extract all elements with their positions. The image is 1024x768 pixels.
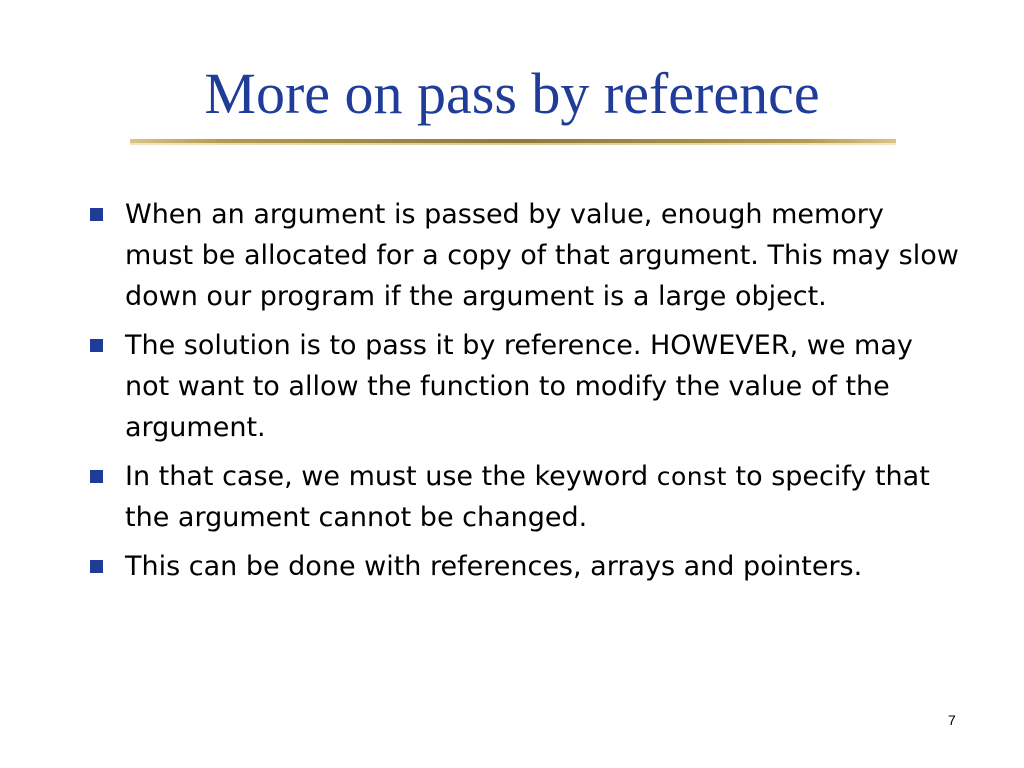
bullet-list [90, 194, 960, 595]
bullet-item [90, 546, 960, 587]
square-bullet-icon [90, 339, 103, 352]
square-bullet-icon [90, 470, 103, 483]
bullet-text: When an argument is passed by value, enough memory must be allocated for a copy of that argument. This may slow down our program if the argument is a large object. [125, 199, 959, 312]
bullet-text-before: In that case, we must use the keyword [125, 461, 657, 492]
slide-title: More on pass by reference [204, 61, 820, 126]
square-bullet-icon [90, 560, 103, 573]
title-divider [130, 139, 896, 143]
bullet-text-after: to specify that the argument cannot be changed. [125, 461, 930, 533]
square-bullet-icon [90, 208, 103, 221]
bullet-item [90, 194, 960, 317]
page-number: 7 [948, 712, 956, 728]
bullet-item [90, 456, 960, 538]
keyword-const: const [656, 462, 727, 491]
bullet-item [90, 325, 960, 448]
bullet-text: The solution is to pass it by reference. HOWEVER, we may not want to allow the function to modify the value of the argument. [125, 330, 913, 443]
bullet-text: This can be done with references, arrays and pointers. [125, 551, 863, 582]
